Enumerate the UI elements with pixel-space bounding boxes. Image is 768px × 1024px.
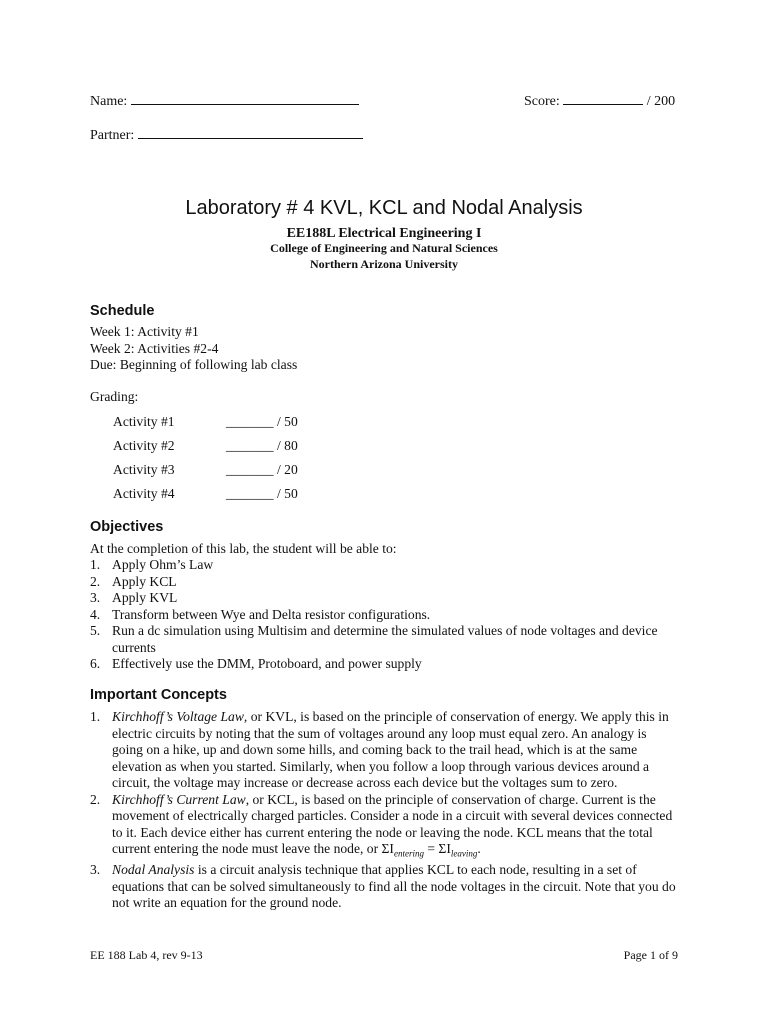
kcl-equation: $\Sigma I_{entering} = \Sigma I_{leaving}$. bbox=[381, 841, 481, 859]
grading-points: _______ / 50 bbox=[226, 486, 298, 501]
grading-row bbox=[113, 486, 413, 502]
schedule-lines bbox=[90, 324, 297, 374]
objectives-intro: At the completion of this lab, the student will be able to: bbox=[90, 541, 397, 556]
concepts-heading: Important Concepts bbox=[90, 687, 227, 703]
score-field[interactable] bbox=[524, 92, 675, 110]
grading-label: Grading: bbox=[90, 389, 139, 404]
schedule-line: Week 2: Activities #2-4 bbox=[90, 340, 219, 356]
concept-term: Nodal Analysis bbox=[112, 862, 195, 878]
page-number: Page 1 of 9 bbox=[623, 948, 678, 962]
list-item: 5. Run a dc simulation using Multisim and determine the simulated values of node voltages and device currents bbox=[90, 623, 658, 655]
name-label: Name: bbox=[90, 94, 128, 109]
grading-points: _______ / 80 bbox=[226, 438, 298, 453]
concept-term: Kirchhoff’s Voltage Law bbox=[112, 709, 244, 724]
name-field[interactable] bbox=[90, 92, 359, 110]
list-item: 2. Apply KCL bbox=[90, 573, 177, 589]
partner-blank[interactable] bbox=[138, 126, 363, 139]
partner-label: Partner: bbox=[90, 128, 135, 143]
university-name: Northern Arizona University bbox=[310, 257, 458, 271]
list-item: 1. Kirchhoff’s Voltage Law, or KVL, is based on the principle of conservation of energy. We apply this in electric circuits by noting that the sum of voltages around any loop must equal zero. An analogy is going on a hike, up and down some hills, and coming back to the trail head, which is at the same elevation as when you started. Similarly, when you follow a loop through various devices around a circuit, the voltage may increase or decrease across each device but the voltages sum to zero. bbox=[90, 709, 669, 790]
list-item: 2. Kirchhoff’s Current Law, or KCL, is based on the principle of conservation of charge. Current is the movement of electrically charged particles. Consider a node in a circuit with several devices connected to it. Each device either has current entering the node or leaving the node. KCL means that the total current entering the node must leave the node, or $\Sigma I_{entering} = \Sigma I_{leaving}$. bbox=[90, 791, 673, 859]
footer-left: EE 188 Lab 4, rev 9-13 bbox=[90, 948, 203, 962]
score-total: / 200 bbox=[646, 94, 676, 109]
partner-field[interactable] bbox=[90, 126, 363, 144]
schedule-line: Week 1: Activity #1 bbox=[90, 324, 199, 339]
objectives-heading: Objectives bbox=[90, 519, 164, 535]
grading-row bbox=[113, 414, 413, 430]
schedule-line: Due: Beginning of following lab class bbox=[90, 357, 298, 372]
grading-activity: Activity #3 bbox=[113, 462, 175, 477]
schedule-heading: Schedule bbox=[90, 303, 155, 319]
grading-points: _______ / 20 bbox=[226, 462, 298, 477]
grading-activity: Activity #4 bbox=[113, 486, 175, 501]
page-title: Laboratory # 4 KVL, KCL and Nodal Analysis bbox=[185, 197, 583, 219]
list-item: 1. Apply Ohm’s Law bbox=[90, 557, 214, 572]
score-label: Score: bbox=[524, 94, 560, 109]
list-item: 6. Effectively use the DMM, Protoboard, and power supply bbox=[90, 656, 422, 671]
grading-points: _______ / 50 bbox=[226, 414, 298, 429]
name-blank[interactable] bbox=[131, 92, 359, 105]
list-item: 4. Transform between Wye and Delta resistor configurations. bbox=[90, 606, 431, 622]
college-name: College of Engineering and Natural Sciences bbox=[270, 241, 498, 255]
objectives-list bbox=[90, 557, 680, 673]
grading-row bbox=[113, 462, 413, 478]
concept-term: Kirchhoff’s Current Law bbox=[112, 791, 246, 807]
list-item: 3. Nodal Analysis is a circuit analysis technique that applies KCL to each node, resulting in a set of equations that can be solved simultaneously to find all the node voltages in the circuit. Note that you do not write an equation for the ground node. bbox=[90, 862, 676, 911]
grading-activity: Activity #2 bbox=[113, 438, 175, 453]
concepts-list bbox=[90, 709, 680, 912]
list-item: 3. Apply KVL bbox=[90, 590, 178, 605]
grading-activity: Activity #1 bbox=[113, 414, 175, 429]
score-blank[interactable] bbox=[563, 92, 643, 105]
course-title: EE188L Electrical Engineering I bbox=[286, 226, 482, 241]
grading-row bbox=[113, 438, 413, 454]
